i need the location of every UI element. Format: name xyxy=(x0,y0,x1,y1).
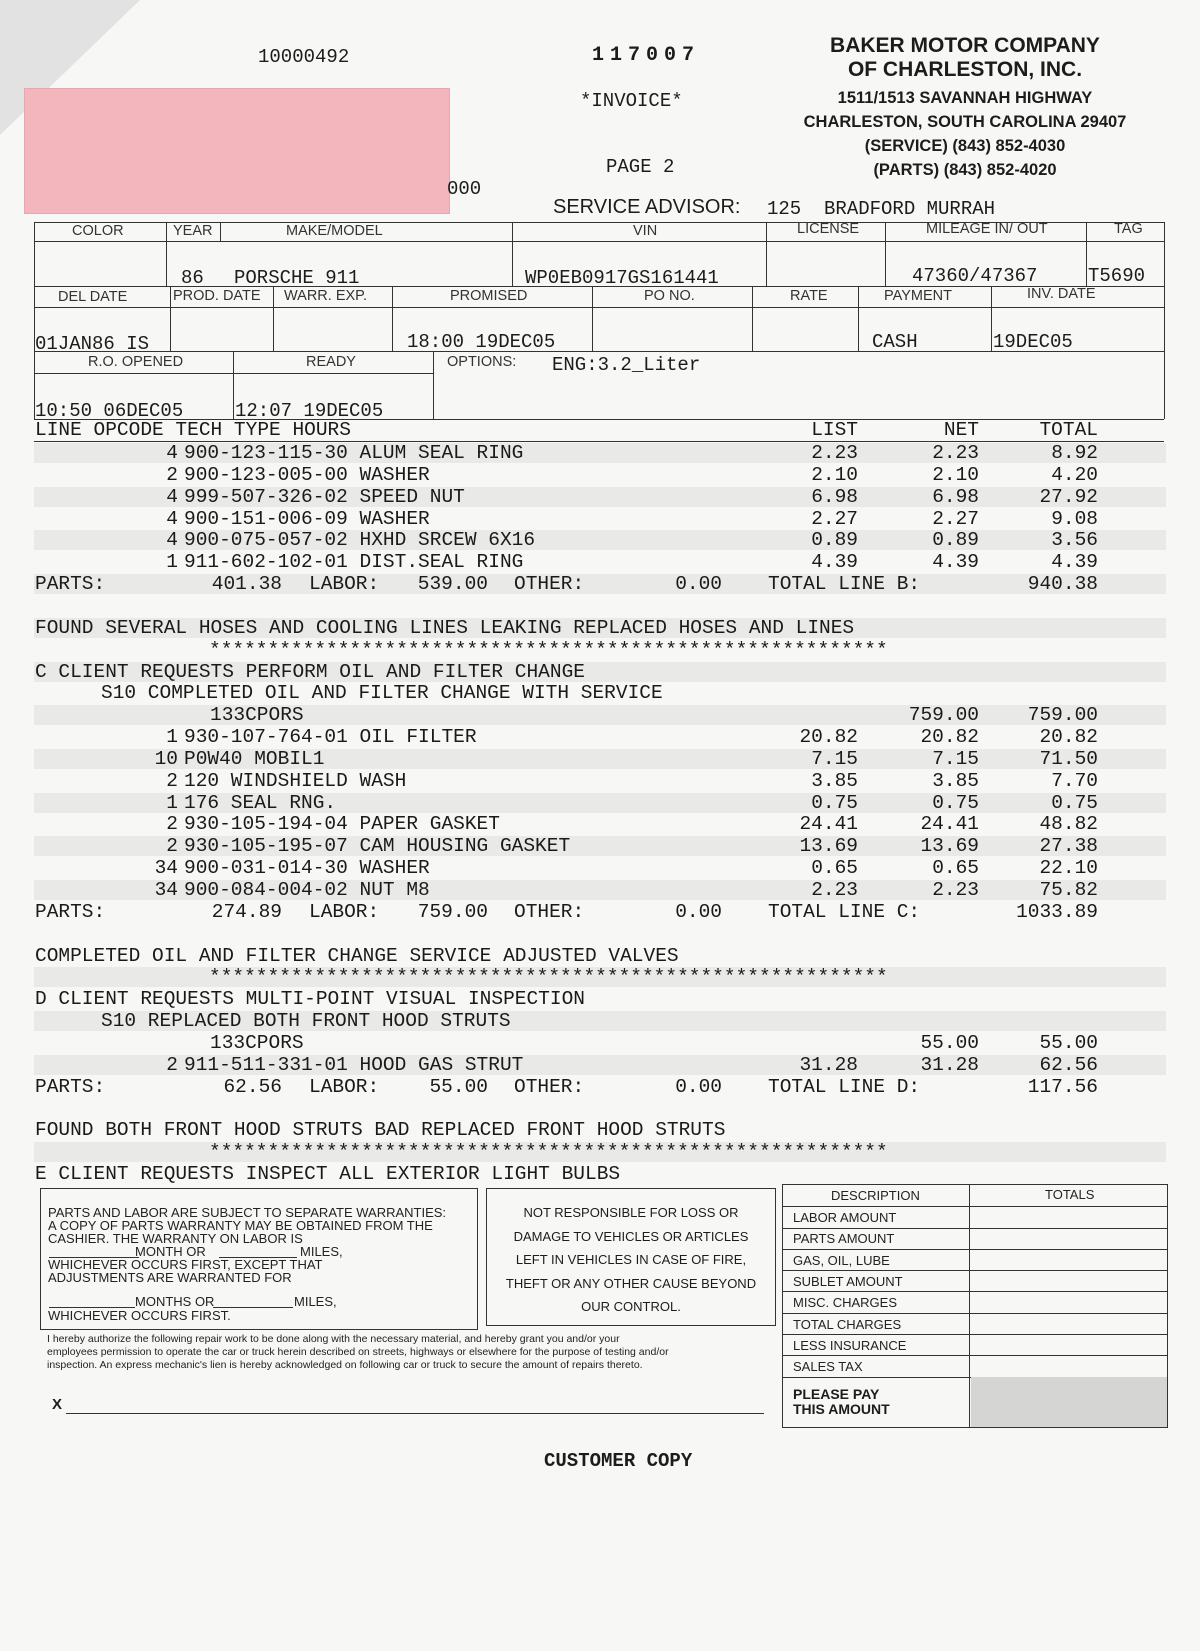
item-qty: 2 xyxy=(166,813,178,836)
tech-code: 133CPORS xyxy=(210,704,304,727)
vehicle-vin: WP0EB0917GS161441 xyxy=(525,267,719,289)
totals-row-label: PARTS AMOUNT xyxy=(793,1231,895,1247)
item-qty: 1 xyxy=(166,726,178,749)
operation-line: S10 COMPLETED OIL AND FILTER CHANGE WITH SERVICE xyxy=(101,682,663,705)
separator-line: ********************************************************** xyxy=(209,1141,888,1164)
totals-row xyxy=(783,1207,1167,1229)
please-pay-label: PLEASE PAY THIS AMOUNT xyxy=(793,1386,890,1417)
total-line-label: TOTAL LINE C: xyxy=(768,900,921,923)
parts-amount: 274.89 xyxy=(211,900,282,923)
ro-number: 117007 xyxy=(592,44,701,67)
labor-amount: 759.00 xyxy=(417,900,488,923)
prod-date-label: PROD. DATE xyxy=(173,288,261,304)
totals-row-label: TOTAL CHARGES xyxy=(793,1316,902,1332)
payment-label: PAYMENT xyxy=(884,288,952,304)
line-item-row xyxy=(34,464,1164,486)
po-no-label: PO NO. xyxy=(644,288,695,304)
ready-label: READY xyxy=(306,354,356,370)
line-items-header: LINE OPCODE TECH TYPE HOURS LIST NET TOTAL xyxy=(35,419,1098,441)
parts-amount: 62.56 xyxy=(223,1075,282,1098)
section-summary-row xyxy=(34,1076,1164,1098)
item-qty: 4 xyxy=(166,485,178,508)
line-item-row xyxy=(34,529,1164,551)
line-item-row xyxy=(34,1054,1164,1076)
totals-row xyxy=(783,1228,1167,1250)
item-qty: 34 xyxy=(154,879,178,901)
item-qty: 4 xyxy=(166,507,178,530)
del-date-label: DEL DATE xyxy=(58,289,128,305)
warr-exp-label: WARR. EXP. xyxy=(284,288,367,304)
item-net-price: 31.28 xyxy=(920,1053,979,1076)
labor-label: LABOR: xyxy=(309,900,380,923)
make-model-label: MAKE/MODEL xyxy=(286,223,383,239)
item-total: 3.56 xyxy=(1051,529,1098,552)
item-net-price: 0.89 xyxy=(932,529,979,552)
line-item-row xyxy=(34,813,1164,835)
promised-time: 18:00 19DEC05 xyxy=(407,331,556,353)
totals-row-label: SUBLET AMOUNT xyxy=(793,1273,903,1289)
item-list-price: 0.89 xyxy=(811,529,858,552)
item-net-price: 2.23 xyxy=(932,442,979,464)
item-net-price: 3.85 xyxy=(932,769,979,792)
repair-note xyxy=(34,1119,1164,1141)
item-total: 20.82 xyxy=(1039,726,1098,749)
client-request xyxy=(34,1163,1164,1185)
item-total: 48.82 xyxy=(1039,813,1098,836)
item-description: 900-084-004-02 NUT M8 xyxy=(184,879,430,901)
item-list-price: 2.23 xyxy=(811,879,858,901)
redacted-customer-info xyxy=(24,88,450,214)
item-qty: 2 xyxy=(166,1053,178,1076)
options-value: ENG:3.2_Liter xyxy=(552,354,701,376)
repair-note: COMPLETED OIL AND FILTER CHANGE SERVICE ADJUSTED VALVES xyxy=(35,944,679,967)
item-list-price: 0.75 xyxy=(811,791,858,814)
item-qty: 1 xyxy=(166,551,178,574)
ro-opened-time: 10:50 06DEC05 xyxy=(35,400,184,422)
section-summary-row xyxy=(34,901,1164,923)
invoice-date: 19DEC05 xyxy=(993,331,1073,353)
item-net-price: 2.27 xyxy=(932,507,979,530)
item-total: 4.39 xyxy=(1051,551,1098,574)
item-total: 71.50 xyxy=(1039,747,1098,770)
item-description: 930-105-194-04 PAPER GASKET xyxy=(184,813,500,836)
item-qty: 10 xyxy=(154,747,178,770)
item-total: 8.92 xyxy=(1051,442,1098,464)
amount-due-cell xyxy=(971,1377,1167,1427)
item-qty: 2 xyxy=(166,835,178,858)
repair-note: FOUND BOTH FRONT HOOD STRUTS BAD REPLACED FRONT HOOD STRUTS xyxy=(35,1119,726,1142)
item-description: 999-507-326-02 SPEED NUT xyxy=(184,485,465,508)
labor-net: 55.00 xyxy=(920,1031,979,1054)
document-type: *INVOICE* xyxy=(580,90,683,112)
total-line-amount: 1033.89 xyxy=(1016,900,1098,923)
service-advisor-label: SERVICE ADVISOR: xyxy=(553,196,741,218)
parts-amount: 401.38 xyxy=(211,573,282,596)
labor-total: 759.00 xyxy=(1027,704,1098,727)
tech-code: 133CPORS xyxy=(210,1031,304,1054)
item-list-price: 4.39 xyxy=(811,551,858,574)
labor-row xyxy=(34,1032,1164,1054)
line-item-row xyxy=(34,726,1164,748)
company-name: BAKER MOTOR COMPANY OF CHARLESTON, INC. xyxy=(830,34,1100,81)
item-total: 7.70 xyxy=(1051,769,1098,792)
item-list-price: 2.27 xyxy=(811,507,858,530)
item-net-price: 0.75 xyxy=(932,791,979,814)
total-line-amount: 940.38 xyxy=(1027,573,1098,596)
item-list-price: 24.41 xyxy=(799,813,858,836)
other-label: OTHER: xyxy=(514,573,585,596)
other-label: OTHER: xyxy=(514,1075,585,1098)
item-net-price: 24.41 xyxy=(920,813,979,836)
customer-number: 10000492 xyxy=(258,46,350,68)
item-net-price: 7.15 xyxy=(932,747,979,770)
repair-note: FOUND SEVERAL HOSES AND COOLING LINES LEAKING REPLACED HOSES AND LINES xyxy=(35,616,855,639)
service-advisor: 125 BRADFORD MURRAH xyxy=(767,198,996,220)
line-item-row xyxy=(34,792,1164,814)
total-line-amount: 117.56 xyxy=(1027,1075,1098,1098)
totals-row xyxy=(783,1356,1167,1378)
item-qty: 4 xyxy=(166,442,178,464)
totals-row-label: LABOR AMOUNT xyxy=(793,1210,897,1225)
line-item-row xyxy=(34,486,1164,508)
item-qty: 1 xyxy=(166,791,178,814)
ro-opened-label: R.O. OPENED xyxy=(88,354,184,370)
item-description: 930-107-764-01 OIL FILTER xyxy=(184,726,477,749)
labor-amount: 55.00 xyxy=(429,1075,488,1098)
vehicle-mileage: 47360/47367 xyxy=(912,265,1038,287)
item-list-price: 3.85 xyxy=(811,769,858,792)
customer-copy-label: CUSTOMER COPY xyxy=(544,1450,693,1472)
item-net-price: 0.65 xyxy=(932,857,979,880)
item-net-price: 4.39 xyxy=(932,551,979,574)
item-total: 0.75 xyxy=(1051,791,1098,814)
other-amount: 0.00 xyxy=(675,900,722,923)
license-label: LICENSE xyxy=(797,221,860,237)
options-label: OPTIONS: xyxy=(447,354,517,370)
inv-date-label: INV. DATE xyxy=(1027,286,1096,302)
repair-note xyxy=(34,945,1164,967)
item-total: 27.92 xyxy=(1039,485,1098,508)
item-description: 911-602-102-01 DIST.SEAL RING xyxy=(184,551,524,574)
totals-row-label: SALES TAX xyxy=(793,1359,863,1375)
promised-label: PROMISED xyxy=(450,288,528,304)
vehicle-year: 86 xyxy=(181,267,204,289)
del-date: 01JAN86 IS xyxy=(35,333,150,355)
parts-label: PARTS: xyxy=(35,573,106,596)
line-item-row xyxy=(34,508,1164,530)
color-label: COLOR xyxy=(72,223,124,239)
item-list-price: 7.15 xyxy=(811,747,858,770)
line-item-row xyxy=(34,835,1164,857)
totals-row xyxy=(783,1250,1167,1272)
item-list-price: 2.10 xyxy=(811,463,858,486)
labor-label: LABOR: xyxy=(309,1075,380,1098)
line-item-row xyxy=(34,748,1164,770)
item-list-price: 0.65 xyxy=(811,857,858,880)
tag-label: TAG xyxy=(1114,221,1143,237)
item-list-price: 2.23 xyxy=(811,442,858,464)
client-request: E CLIENT REQUESTS INSPECT ALL EXTERIOR LIGHT BULBS xyxy=(35,1163,621,1186)
operation-line: S10 REPLACED BOTH FRONT HOOD STRUTS xyxy=(101,1010,511,1033)
rate-label: RATE xyxy=(790,288,828,304)
totals-row-label: LESS INSURANCE xyxy=(793,1337,907,1353)
line-item-row xyxy=(34,442,1164,464)
separator-line: ********************************************************** xyxy=(209,966,888,989)
totals-row-label: MISC. CHARGES xyxy=(793,1295,898,1311)
item-description: 930-105-195-07 CAM HOUSING GASKET xyxy=(184,835,571,858)
page-number: PAGE 2 xyxy=(606,156,675,178)
item-list-price: 6.98 xyxy=(811,485,858,508)
separator-line xyxy=(34,639,1164,661)
warranty-box: PARTS AND LABOR ARE SUBJECT TO SEPARATE WARRANTIES: A COPY OF PARTS WARRANTY MAY BE OBTAINED FROM THE CASHIER. THE WARRANTY ON LABOR IS MONTH OR MILES, WHICHEVER OCCURS FIRST, EXCEPT THAT ADJUSTMENTS ARE WARRANTED FOR MONTHS OR MILES, WHICHEVER OCCURS FIRST. xyxy=(40,1188,478,1330)
repair-note xyxy=(34,617,1164,639)
other-label: OTHER: xyxy=(514,900,585,923)
line-item-row xyxy=(34,770,1164,792)
item-total: 75.82 xyxy=(1039,879,1098,901)
item-net-price: 6.98 xyxy=(932,485,979,508)
labor-amount: 539.00 xyxy=(417,573,488,596)
item-qty: 4 xyxy=(166,529,178,552)
item-total: 62.56 xyxy=(1039,1053,1098,1076)
payment-method: CASH xyxy=(872,331,918,353)
line-item-row xyxy=(34,551,1164,573)
section-summary-row xyxy=(34,573,1164,595)
parts-label: PARTS: xyxy=(35,900,106,923)
item-description: 900-151-006-09 WASHER xyxy=(184,507,430,530)
item-qty: 2 xyxy=(166,463,178,486)
item-list-price: 13.69 xyxy=(799,835,858,858)
client-request xyxy=(34,988,1164,1010)
item-total: 4.20 xyxy=(1051,463,1098,486)
labor-row xyxy=(34,704,1164,726)
client-request xyxy=(34,661,1164,683)
client-request: D CLIENT REQUESTS MULTI-POINT VISUAL INSPECTION xyxy=(35,988,585,1011)
redacted-tail: 000 xyxy=(447,178,482,200)
totals-box: DESCRIPTION TOTALS LABOR AMOUNT PARTS AMOUNT GAS, OIL, LUBE SUBLET AMOUNT MISC. CHARGES TOTAL CHARGES LESS INSURANCE SALES TAX PLEASE PAY THIS AMOUNT xyxy=(782,1184,1168,1428)
totals-row-label: GAS, OIL, LUBE xyxy=(793,1252,890,1268)
totals-row xyxy=(783,1335,1167,1357)
item-net-price: 2.23 xyxy=(932,879,979,901)
line-item-row xyxy=(34,857,1164,879)
separator-line xyxy=(34,966,1164,988)
item-total: 27.38 xyxy=(1039,835,1098,858)
authorization-text: I hereby authorize the following repair work to be done along with the necessary material, and hereby grant you and/or your employees permission to operate the car or truck herein described on streets, highways or elsewhere for the purpose of testing and/or inspection. An express mechanic's lien is hereby acknowledged on following car or truck to secure the amount of repairs thereto. xyxy=(47,1333,669,1371)
item-description: 120 WINDSHIELD WASH xyxy=(184,769,407,792)
item-description: 900-123-005-00 WASHER xyxy=(184,463,430,486)
item-net-price: 2.10 xyxy=(932,463,979,486)
item-net-price: 13.69 xyxy=(920,835,979,858)
operation-line xyxy=(34,682,1164,704)
other-amount: 0.00 xyxy=(675,573,722,596)
line-item-row xyxy=(34,879,1164,901)
item-qty: 2 xyxy=(166,769,178,792)
item-description: 911-511-331-01 HOOD GAS STRUT xyxy=(184,1053,524,1076)
total-line-label: TOTAL LINE B: xyxy=(768,573,921,596)
company-address: 1511/1513 SAVANNAH HIGHWAY CHARLESTON, SOUTH CAROLINA 29407 (SERVICE) (843) 852-4030 (PARTS) (843) 852-4020 xyxy=(803,89,1127,179)
item-description: P0W40 MOBIL1 xyxy=(184,747,325,770)
item-qty: 34 xyxy=(154,857,178,880)
signature-line[interactable] xyxy=(66,1413,764,1414)
ready-time: 12:07 19DEC05 xyxy=(235,400,384,422)
vin-label: VIN xyxy=(633,223,658,239)
item-list-price: 31.28 xyxy=(799,1053,858,1076)
parts-label: PARTS: xyxy=(35,1075,106,1098)
labor-label: LABOR: xyxy=(309,573,380,596)
operation-line xyxy=(34,1010,1164,1032)
totals-row xyxy=(783,1314,1167,1336)
totals-row xyxy=(783,1292,1167,1314)
item-description: 176 SEAL RNG. xyxy=(184,791,337,814)
other-amount: 0.00 xyxy=(675,1075,722,1098)
year-label: YEAR xyxy=(173,223,213,239)
total-line-label: TOTAL LINE D: xyxy=(768,1075,921,1098)
totals-row xyxy=(783,1271,1167,1293)
separator-line: ********************************************************** xyxy=(209,638,888,661)
client-request: C CLIENT REQUESTS PERFORM OIL AND FILTER CHANGE xyxy=(35,660,585,683)
item-description: 900-031-014-30 WASHER xyxy=(184,857,430,880)
labor-total: 55.00 xyxy=(1039,1031,1098,1054)
vehicle-make-model: PORSCHE 911 xyxy=(234,267,360,289)
item-net-price: 20.82 xyxy=(920,726,979,749)
mileage-label: MILEAGE IN/ OUT xyxy=(926,221,1048,237)
item-description: 900-123-115-30 ALUM SEAL RING xyxy=(184,442,524,464)
item-list-price: 20.82 xyxy=(799,726,858,749)
item-total: 22.10 xyxy=(1039,857,1098,880)
labor-net: 759.00 xyxy=(908,704,979,727)
liability-notice: NOT RESPONSIBLE FOR LOSS OR DAMAGE TO VEHICLES OR ARTICLES LEFT IN VEHICLES IN CASE OF FIRE, THEFT OR ANY OTHER CAUSE BEYOND OUR CONTROL. xyxy=(486,1188,776,1326)
signature-x: X xyxy=(52,1396,63,1413)
item-total: 9.08 xyxy=(1051,507,1098,530)
vehicle-tag: T5690 xyxy=(1088,265,1146,287)
item-description: 900-075-057-02 HXHD SRCEW 6X16 xyxy=(184,529,536,552)
separator-line xyxy=(34,1141,1164,1163)
